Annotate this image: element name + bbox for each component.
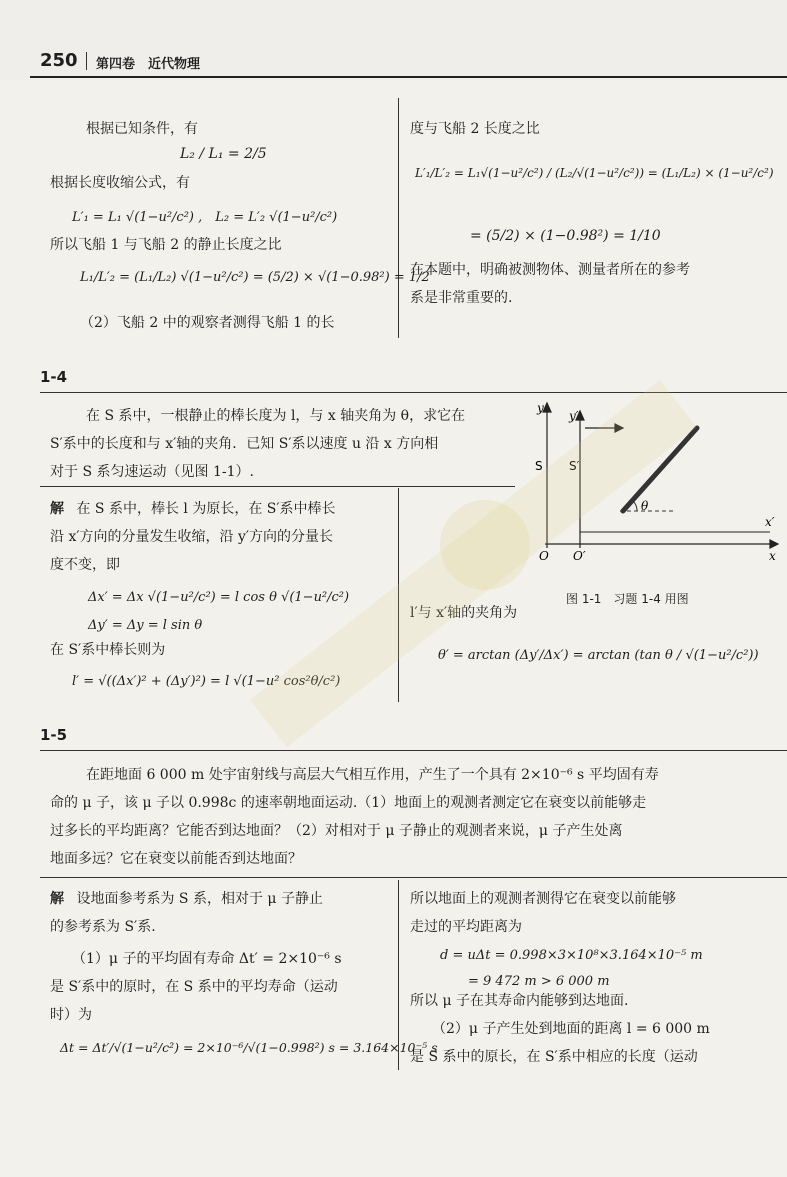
equation: Δy′ = Δy = l sin θ: [88, 618, 203, 633]
text-line: 过多长的平均距离？它能否到达地面？（2）对相对于 μ 子静止的观测者来说，μ 子产生处离: [50, 823, 623, 839]
problem-rule: [40, 392, 787, 393]
equation: Δx′ = Δx √(1−u²/c²) = l cos θ √(1−u²/c²): [88, 590, 350, 605]
equation: L₂ / L₁ = 2/5: [180, 146, 267, 162]
text-line: 走过的平均距离为: [410, 919, 522, 935]
text-line: 对于 S 系匀速运动（见图 1-1）.: [50, 464, 254, 480]
text-line: 命的 μ 子，该 μ 子以 0.998c 的速率朝地面运动.（1）地面上的观测者测定它在衰变以前能够走: [50, 795, 647, 811]
column-divider-top: [398, 98, 399, 338]
text-line: 沿 x′方向的分量发生收缩，沿 y′方向的分量长: [50, 529, 334, 545]
equation: l′ = √((Δx′)² + (Δy′)²) = l √(1−u² cos²θ/c²): [72, 674, 341, 689]
question-solution-rule: [40, 486, 515, 487]
text-line: S′系中的长度和与 x′轴的夹角．已知 S′系以速度 u 沿 x 方向相: [50, 436, 439, 452]
x-label: x: [769, 549, 776, 563]
problem-label-1-4: 1-4: [40, 368, 68, 386]
equation: = (5/2) × (1−0.98²) = 1/10: [470, 228, 661, 244]
equation: Δt = Δt′/√(1−u²/c²) = 2×10⁻⁶/√(1−0.998²) s = 3.164×10⁻⁵ s: [60, 1040, 438, 1055]
text-line: 设地面参考系为 S 系，相对于 μ 子静止: [76, 891, 323, 907]
equation: L₁/L′₂ = (L₁/L₂) √(1−u²/c²) = (5/2) × √(1−0.98²) = 1/2: [80, 270, 430, 285]
origin-prime-label: O′: [573, 549, 586, 563]
equation: L′₁ = L₁ √(1−u²/c²) , L₂ = L′₂ √(1−u²/c²): [72, 210, 338, 225]
column-divider: [398, 488, 399, 702]
equation: d = uΔt = 0.998×3×10⁸×3.164×10⁻⁵ m: [440, 948, 703, 963]
text-line: 所以地面上的观测者测得它在衰变以前能够: [410, 891, 676, 907]
text-line: l′与 x′轴的夹角为: [410, 605, 518, 621]
rod: [623, 428, 697, 511]
figure-1-1: [525, 398, 785, 588]
text-line: 所以 μ 子在其寿命内能够到达地面.: [410, 993, 629, 1009]
y-prime-label: y′: [569, 409, 579, 423]
text-line: 在距地面 6 000 m 处宇宙射线与高层大气相互作用，产生了一个具有 2×10⁻⁶ s 平均固有寿: [86, 767, 659, 783]
text-line: 根据长度收缩公式，有: [50, 175, 190, 191]
text-line: 的参考系为 S′系.: [50, 919, 156, 935]
equation: = 9 472 m > 6 000 m: [468, 974, 610, 989]
text-line: 时）为: [50, 1007, 92, 1023]
text-line: 度与飞船 2 长度之比: [410, 121, 540, 137]
theta-label: θ: [641, 499, 649, 513]
text-line: 所以飞船 1 与飞船 2 的静止长度之比: [50, 237, 282, 253]
text-line: 在 S 系中，一根静止的棒长度为 l，与 x 轴夹角为 θ，求它在: [86, 408, 466, 424]
text-line: 在 S 系中，棒长 l 为原长，在 S′系中棒长: [76, 501, 336, 517]
solution-head: 解: [50, 501, 64, 517]
equation: L′₁/L′₂ = L₁√(1−u²/c²) / (L₂/√(1−u²/c²)) = (L₁/L₂) × (1−u²/c²): [415, 166, 774, 180]
problem-rule: [40, 750, 787, 751]
text-line: 度不变，即: [50, 557, 120, 573]
s-prime-label: S′: [569, 459, 580, 473]
watermark-seal: [440, 500, 530, 590]
text-line: 系是非常重要的.: [410, 290, 513, 306]
text-line: （2）飞船 2 中的观察者测得飞船 1 的长: [80, 315, 335, 331]
velocity-arrowhead: [615, 424, 623, 432]
text-line: （1）μ 子的平均固有寿命 Δt′ = 2×10⁻⁶ s: [72, 951, 342, 967]
origin-label: O: [539, 549, 549, 563]
text-line: 根据已知条件，有: [86, 121, 198, 137]
x-prime-label: x′: [765, 515, 775, 529]
text-line: 在本题中，明确被测物体、测量者所在的参考: [410, 262, 690, 278]
text-line: 是 S′系中的原时，在 S 系中的平均寿命（运动: [50, 979, 338, 995]
y-label: y: [537, 401, 544, 415]
solution-head: 解: [50, 891, 64, 907]
text-line: 地面多远？它在衰变以前能否到达地面？: [50, 851, 302, 867]
header-rule: [30, 76, 787, 78]
equation: θ′ = arctan (Δy′/Δx′) = arctan (tan θ / √(1−u²/c²)): [438, 648, 759, 663]
page-header: [0, 0, 787, 80]
x-axis-arrow: [770, 540, 778, 548]
text-line: 是 S 系中的原长，在 S′系中相应的长度（运动: [410, 1049, 698, 1065]
y-axis-arrow: [543, 403, 551, 412]
s-label: S: [535, 459, 543, 473]
question-solution-rule: [40, 877, 787, 878]
volume-title: 第四卷 近代物理: [96, 57, 201, 72]
page-number: 250: [40, 50, 78, 71]
problem-label-1-5: 1-5: [40, 726, 68, 744]
text-line: （2）μ 子产生处到地面的距离 l = 6 000 m: [432, 1021, 710, 1037]
header-separator: [86, 52, 87, 70]
text-line: 在 S′系中棒长则为: [50, 642, 166, 658]
figure-caption: 图 1-1 习题 1-4 用图: [566, 592, 689, 606]
